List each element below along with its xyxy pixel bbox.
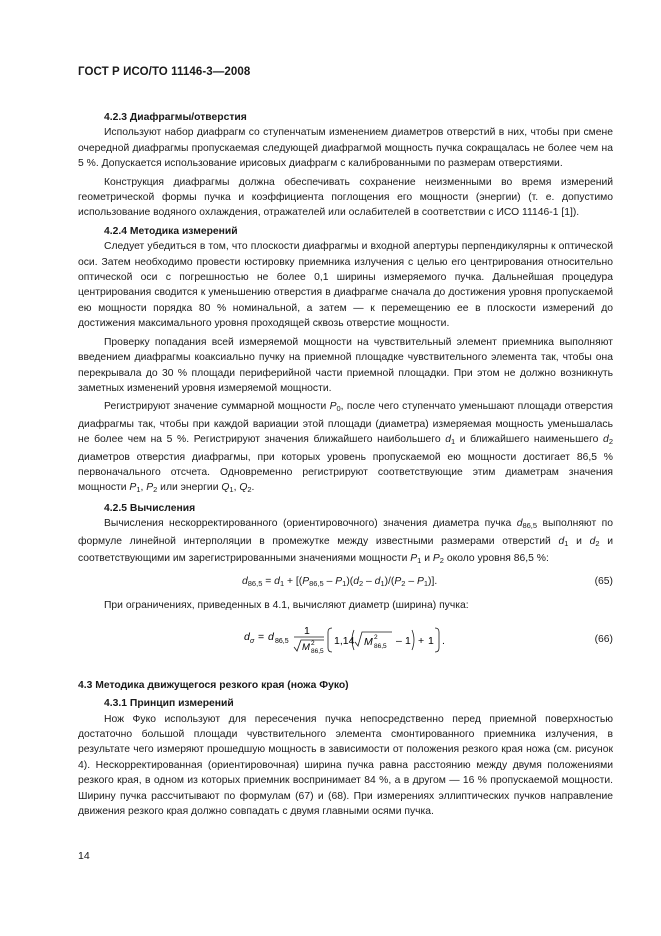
equation-66-formula: [244, 620, 524, 660]
page-number: 14: [78, 850, 90, 862]
paragraph: Проверку попадания всей измеряемой мощности на чувствительный элемент приемника выполняют введением диафрагмы коаксиально пучку на приемной площадке чувствительного элемента так, чтобы она перекрывала до 30 % площади периферийной части приемной площадки. При этом не должно возникнуть заметных изменений уровня измеряемой мощности.: [78, 336, 613, 394]
paragraph: При ограничениях, приведенных в 4.1, вычисляют диаметр (ширина) пучка:: [104, 600, 469, 612]
section-heading-4-2-5: 4.2.5 Вычисления: [104, 502, 196, 514]
svg-text:2: 2: [374, 633, 378, 641]
svg-text:1: 1: [428, 634, 434, 647]
svg-text:–: –: [396, 634, 402, 647]
svg-text:M: M: [364, 635, 373, 648]
document-header: ГОСТ Р ИСО/ТО 11146-3—2008: [78, 66, 251, 78]
svg-text:.: .: [442, 634, 445, 647]
svg-text:=: =: [258, 630, 265, 643]
section-heading-4-3-1: 4.3.1 Принцип измерений: [104, 698, 234, 710]
section-heading-4-2-3: 4.2.3 Диафрагмы/отверстия: [104, 112, 247, 123]
equation-65: [78, 572, 613, 594]
svg-text:d: d: [244, 630, 250, 643]
paragraph-power-registration: Регистрируют значение суммарной мощности $P_0$, после чего ступенчато уменьшают площади отверстия диафрагмы так, чтобы при каждой вариации этой площади (диаметра) измеряемая мощность уменьшалась не более чем на 5 %. Регистрируют значения ближайшего наибольшего $d_1$ и ближайшего наименьшего $d_2$ диаметров отверстия диафрагмы, при которых уровень пропускаемой ею мощности достигает 86,5 % первоначального отсчета. Одновременно регистрируют соответствующие этим диаметрам значения мощности $P_1$, $P_2$ или энергии $Q_1$, $Q_2$.: [78, 401, 613, 495]
svg-text:M: M: [302, 641, 310, 653]
section-heading-4-3: 4.3 Методика движущегося резкого края (ножа Фуко): [78, 679, 349, 691]
equation-66: [78, 620, 613, 660]
svg-text:+: +: [418, 634, 425, 647]
paragraph: Нож Фуко используют для пересечения пучка непосредственно перед приемной поверхностью достаточно большой площади чувствительного элемента смонтированного приемника излучения, в результате чего измеряют прошедшую мощность в зависимости от положения резкого края ножа (см. рисунок 4). Нескорректированная (ориентировочная) ширина пучка равна расстоянию между двумя положениями резкого края, в одном из которых приемник воспринимает 84 %, а в другом — 16 % пропускаемой мощности. Ширину пучка рассчитывают по формулам (67) и (68). При измерениях эллиптических пучков направление движения резкого края должно совпадать с двумя главными осями пучка.: [78, 713, 613, 818]
document-body: [78, 110, 613, 822]
paragraph: Следует убедиться в том, что плоскости диафрагмы и входной апертуры перпендикулярны к оптической оси. Затем необходимо провести юстировку приемника излучения с целью его центрирования относительно оптической оси с погрешностью не более 0,1 ширины измеряемого пучка. Дальнейшая процедура центрирования сводится к уменьшению отверстия в диафрагме сначала до достижения уровня пропускаемой ею мощности порядка 80 % номинальной, а затем — к перемещению ее в плоскости измерений до достижения максимального уровня проходящей сквозь отверстие мощности.: [78, 241, 613, 330]
paragraph: Конструкция диафрагмы должна обеспечивать сохранение неизменными во время измерений геометрической формы пучка и коэффициента поглощения его мощности (энергии) (т. е. допустимо использование водяного охлаждения, отражателей или ослабителей в соответствии с ИСО 11146-1 [1]).: [78, 176, 613, 219]
section-heading-4-2-4: 4.2.4 Методика измерений: [104, 225, 238, 237]
svg-text:σ: σ: [250, 637, 255, 645]
equation-65-expression: d86,5 = d1 + [(P86,5 – P1)(d2 – d1)/(P2 – P1)].: [242, 576, 438, 589]
paragraph: Используют набор диафрагм со ступенчатым изменением диаметров отверстий в них, чтобы при смене очередной диафрагмы пропускаемая следующей диафрагмой мощность пучка сокращалась не более чем на 5 %. Допускается использование ирисовых диафрагм с калиброванными по размерам отверстиями.: [78, 127, 613, 170]
svg-text:1: 1: [405, 634, 411, 647]
svg-text:86,5: 86,5: [311, 647, 324, 655]
equation-number: (66): [594, 633, 613, 645]
paragraph-calculation: Вычисления нескорректированного (ориентировочного) значения диаметра пучка $d_{86,5}$ выполняют по формуле линейной интерполяции в промежутке между известными размерами отверстий $d_1$ и $d_2$ и соответствующими им зарегистрированными значениями мощности $P_1$ и $P_2$ около уровня 86,5 %:: [78, 518, 613, 565]
svg-text:d: d: [268, 630, 274, 643]
equation-number: (65): [594, 576, 613, 588]
svg-text:86,5: 86,5: [275, 637, 289, 645]
svg-text:1,14: 1,14: [334, 634, 355, 647]
svg-text:1: 1: [304, 624, 310, 637]
svg-text:2: 2: [311, 639, 315, 647]
svg-text:86,5: 86,5: [374, 642, 387, 650]
